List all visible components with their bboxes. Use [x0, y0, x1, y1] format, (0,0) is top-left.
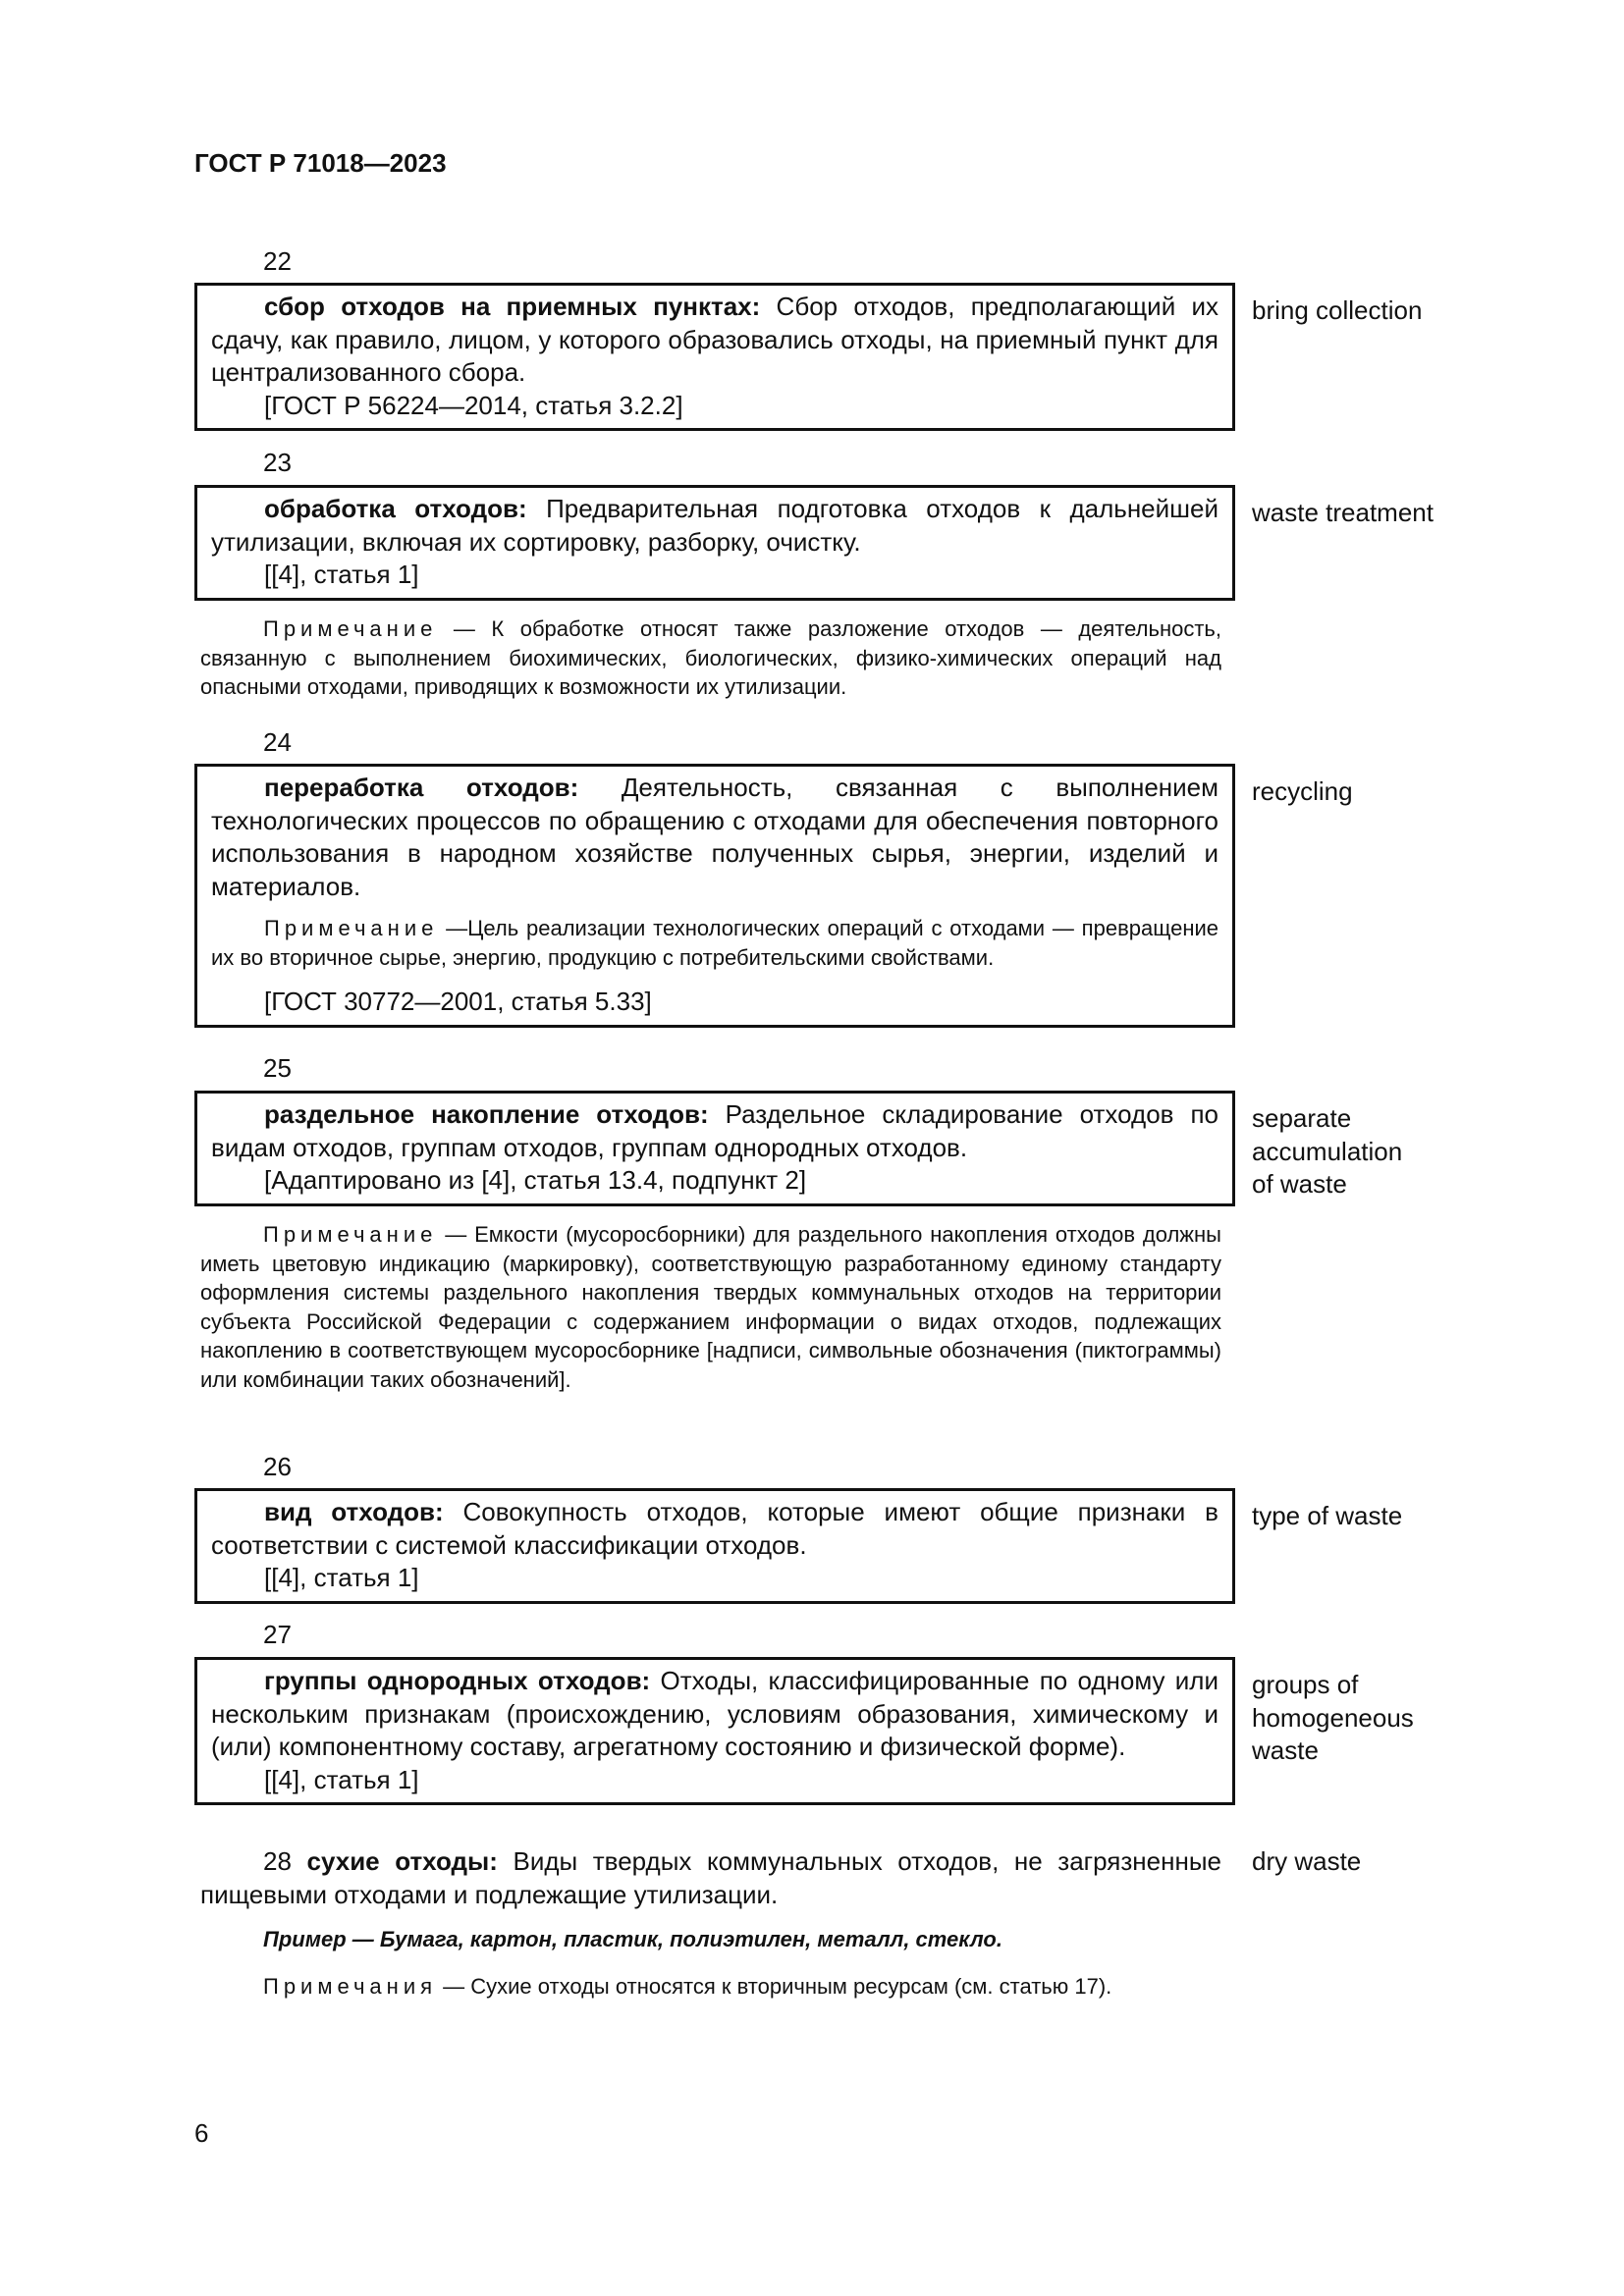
note-label: Примечания	[263, 1974, 438, 1999]
entry-number: 23	[263, 448, 292, 477]
term-en: recycling	[1252, 776, 1353, 806]
term-en-line: of waste	[1252, 1169, 1347, 1199]
definition-text: Совокупность отходов, которые имеют общие признаки в соответствии с системой классификации отходов.	[211, 1497, 1218, 1560]
term-ru: сухие отходы:	[306, 1846, 498, 1876]
definition-text: Предварительная подготовка отходов к дальнейшей утилизации, включая их сортировку, разборку, очистку.	[211, 494, 1219, 557]
term-definition-box	[194, 764, 1235, 1028]
page-number: 6	[194, 2118, 209, 2148]
source-reference: [[4], статья 1]	[264, 560, 419, 589]
note	[200, 1220, 1221, 1394]
note-label: Примечание	[263, 616, 438, 641]
term-definition-box	[194, 283, 1235, 431]
term-en-line: separate	[1252, 1103, 1352, 1133]
term-ru: вид отходов:	[264, 1497, 444, 1526]
source-reference: [ГОСТ 30772—2001, статья 5.33]	[264, 987, 652, 1016]
source-reference: [ГОСТ Р 56224—2014, статья 3.2.2]	[264, 390, 683, 420]
entry-number: 27	[263, 1620, 292, 1649]
term-ru: обработка отходов:	[264, 494, 527, 523]
term-ru: переработка отходов:	[264, 773, 579, 802]
definition-paragraph	[211, 1665, 1218, 1764]
term-en: type of waste	[1252, 1501, 1403, 1530]
term-en	[1252, 1102, 1402, 1201]
definition-paragraph	[211, 1098, 1218, 1164]
term-en-line: waste	[1252, 1735, 1319, 1765]
document-header: ГОСТ Р 71018—2023	[194, 148, 447, 178]
term-definition-box	[194, 1091, 1235, 1206]
entry-number: 22	[263, 246, 292, 276]
term-en: bring collection	[1252, 295, 1423, 325]
note	[200, 614, 1221, 702]
term-ru: сбор отходов на приемных пунктах:	[264, 292, 761, 321]
source-reference: [[4], статья 1]	[264, 1563, 419, 1592]
entry-number: 25	[263, 1053, 292, 1083]
entry-number: 24	[263, 727, 292, 757]
definition-text: Деятельность, связанная с выполнением технологических процессов по обращению с отходами для обеспечения повторного использования в народном хозяйстве полученных сырья, энергии, изделий и материалов.	[211, 773, 1218, 901]
term-en: waste treatment	[1252, 498, 1434, 527]
definition-paragraph	[211, 1496, 1218, 1562]
example: Пример — Бумага, картон, пластик, полиэтилен, металл, стекло.	[263, 1927, 1002, 1951]
definition-text: Отходы, классифицированные по одному или нескольким признакам (происхождению, условиям образования, химическому и (или) компонентному составу, агрегатному состоянию и физической форме).	[211, 1666, 1218, 1761]
note-text: —Цель реализации технологических операций с отходами — превращение их во вторичное сырье, энергию, продукцию с потребительскими свойствами.	[211, 916, 1218, 970]
definition-paragraph	[211, 291, 1218, 390]
term-definition-box	[194, 1488, 1235, 1604]
note	[263, 1974, 1111, 2000]
note-text: — К обработке относят также разложение отходов — деятельность, связанную с выполнением биохимических, биологических, физико-химических операций над опасными отходами, приводящих к возможности их утилизации.	[200, 616, 1221, 699]
term-ru: раздельное накопление отходов:	[264, 1099, 709, 1129]
definition-text: Виды твердых коммунальных отходов, не загрязненные пищевыми отходами и подлежащие утилизации.	[200, 1846, 1221, 1909]
term-en	[1252, 1669, 1414, 1768]
note-label: Примечание	[264, 916, 439, 940]
term-en-line: accumulation	[1252, 1136, 1403, 1166]
inner-note	[211, 914, 1218, 972]
note-text: — Сухие отходы относятся к вторичным ресурсам (см. статью 17).	[437, 1974, 1112, 1999]
term-ru: группы однородных отходов:	[264, 1666, 651, 1695]
definition-text: Раздельное складирование отходов по видам отходов, группам отходов, группам однородных отходов.	[211, 1099, 1218, 1162]
term-definition-box	[194, 485, 1235, 601]
definition-paragraph	[200, 1845, 1221, 1911]
term-en-line: homogeneous	[1252, 1702, 1414, 1733]
source-reference: [Адаптировано из [4], статья 13.4, подпункт 2]	[264, 1165, 807, 1195]
note-text: — Емкости (мусоросборники) для раздельного накопления отходов должны иметь цветовую индикацию (маркировку), соответствующую разработанному единому стандарту оформления системы раздельного накопления твердых коммунальных отходов на территории субъекта Российской Федерации с содержанием информации о видах отходов, подлежащих накоплению в соответствующем мусоросборнике [надписи, символьные обозначения (пиктограммы) или комбинации таких обозначений].	[200, 1222, 1221, 1392]
term-en-line: groups of	[1252, 1670, 1359, 1699]
definition-paragraph	[211, 772, 1218, 903]
definition-text: Сбор отходов, предполагающий их сдачу, как правило, лицом, у которого образовались отходы, на приемный пункт для централизованного сбора.	[211, 292, 1218, 387]
note-label: Примечание	[263, 1222, 438, 1247]
term-en: dry waste	[1252, 1846, 1362, 1876]
definition-paragraph	[211, 493, 1218, 559]
entry-number: 26	[263, 1452, 292, 1481]
source-reference: [[4], статья 1]	[264, 1764, 419, 1794]
term-definition-box	[194, 1657, 1235, 1805]
entry-number: 28	[263, 1846, 292, 1876]
